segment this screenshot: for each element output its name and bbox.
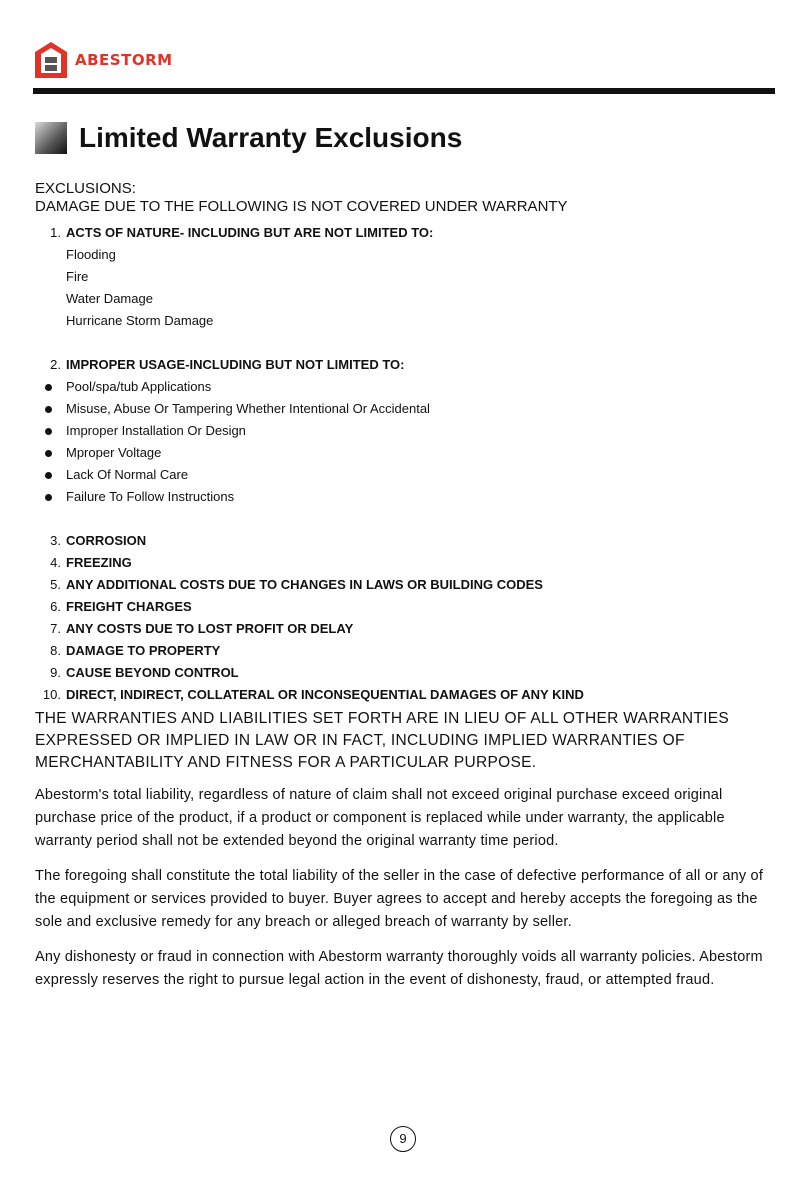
sub-item: Water Damage — [66, 291, 153, 306]
item-label: IMPROPER USAGE-INCLUDING BUT NOT LIMITED TO: — [66, 357, 405, 372]
list-item: 10. DIRECT, INDIRECT, COLLATERAL OR INCONSEQUENTIAL DAMAGES OF ANY KIND — [42, 687, 584, 702]
list-item: 6. FREIGHT CHARGES — [50, 599, 192, 614]
liability-paragraphs — [35, 784, 775, 1004]
heading-square-icon — [35, 122, 67, 154]
list-item: 4. FREEZING — [50, 555, 132, 570]
warranty-disclaimer: THE WARRANTIES AND LIABILITIES SET FORTH ARE IN LIEU OF ALL OTHER WARRANTIES EXPRESSED OR IMPLIED IN LAW OR IN FACT, INCLUDING IMPLIED WARRANTIES OF MERCHANTABILITY AND FITNESS FOR A PARTICULAR PURPOSE. — [35, 710, 730, 771]
bullet-item: Improper Installation Or Design — [33, 420, 773, 442]
section-heading — [35, 122, 462, 154]
brand-logo — [33, 40, 173, 80]
item-number: 2. — [50, 357, 61, 372]
house-logo-icon — [33, 40, 69, 80]
bullet-item: Failure To Follow Instructions — [33, 486, 773, 508]
item-label: ACTS OF NATURE- INCLUDING BUT ARE NOT LIMITED TO: — [66, 225, 434, 240]
bullet-item: Pool/spa/tub Applications — [33, 376, 773, 398]
sub-item: Hurricane Storm Damage — [66, 313, 214, 328]
list-item: 7. ANY COSTS DUE TO LOST PROFIT OR DELAY — [50, 621, 354, 636]
bullet-icon — [45, 450, 52, 457]
item-number: 1. — [50, 225, 61, 240]
exclusions-subheading: DAMAGE DUE TO THE FOLLOWING IS NOT COVERED UNDER WARRANTY — [35, 198, 568, 215]
exclusions-heading: EXCLUSIONS: — [35, 180, 136, 197]
list-item: 3. CORROSION — [50, 533, 147, 548]
list-item: 9. CAUSE BEYOND CONTROL — [50, 665, 239, 680]
bullet-icon — [45, 406, 52, 413]
bullet-item: Mproper Voltage — [33, 442, 773, 464]
exclusions-list — [33, 222, 773, 706]
liability-paragraph: The foregoing shall constitute the total liability of the seller in the case of defective performance of all or any of the equipment or services provided to buyer. Buyer agrees to accept and hereby accepts the foregoing as the sole and exclusive remedy for any breach or alleged breach of warranty by seller. — [35, 868, 764, 930]
page-number: 9 — [390, 1126, 416, 1152]
bullet-icon — [45, 472, 52, 479]
liability-paragraph: Abestorm's total liability, regardless of nature of claim shall not exceed original purchase exceed original purchase price of the product, if a product or component is replaced while under warranty, the applicable warranty period shall not be extended beyond the original warranty time period. — [35, 787, 725, 849]
header-rule — [33, 88, 775, 94]
page-header — [33, 40, 775, 94]
liability-paragraph: Any dishonesty or fraud in connection with Abestorm warranty thoroughly voids all warranty policies. Abestorm expressly reserves the right to pursue legal action in the event of dishonesty, fraud, or attempted fraud. — [35, 949, 763, 988]
bullet-item: Misuse, Abuse Or Tampering Whether Intentional Or Accidental — [33, 398, 773, 420]
page-title: Limited Warranty Exclusions — [79, 122, 463, 153]
exclusions-intro — [35, 180, 568, 216]
list-item: 8. DAMAGE TO PROPERTY — [50, 643, 221, 658]
bullet-item: Lack Of Normal Care — [33, 464, 773, 486]
sub-item: Flooding — [66, 247, 116, 262]
list-item — [33, 354, 773, 376]
list-item: 5. ANY ADDITIONAL COSTS DUE TO CHANGES IN LAWS OR BUILDING CODES — [50, 577, 543, 592]
brand-name: ABESTORM — [75, 51, 173, 69]
sub-item: Fire — [66, 269, 89, 284]
list-item — [33, 222, 773, 244]
bullet-icon — [45, 384, 52, 391]
bullet-icon — [45, 428, 52, 435]
bullet-icon — [45, 494, 52, 501]
